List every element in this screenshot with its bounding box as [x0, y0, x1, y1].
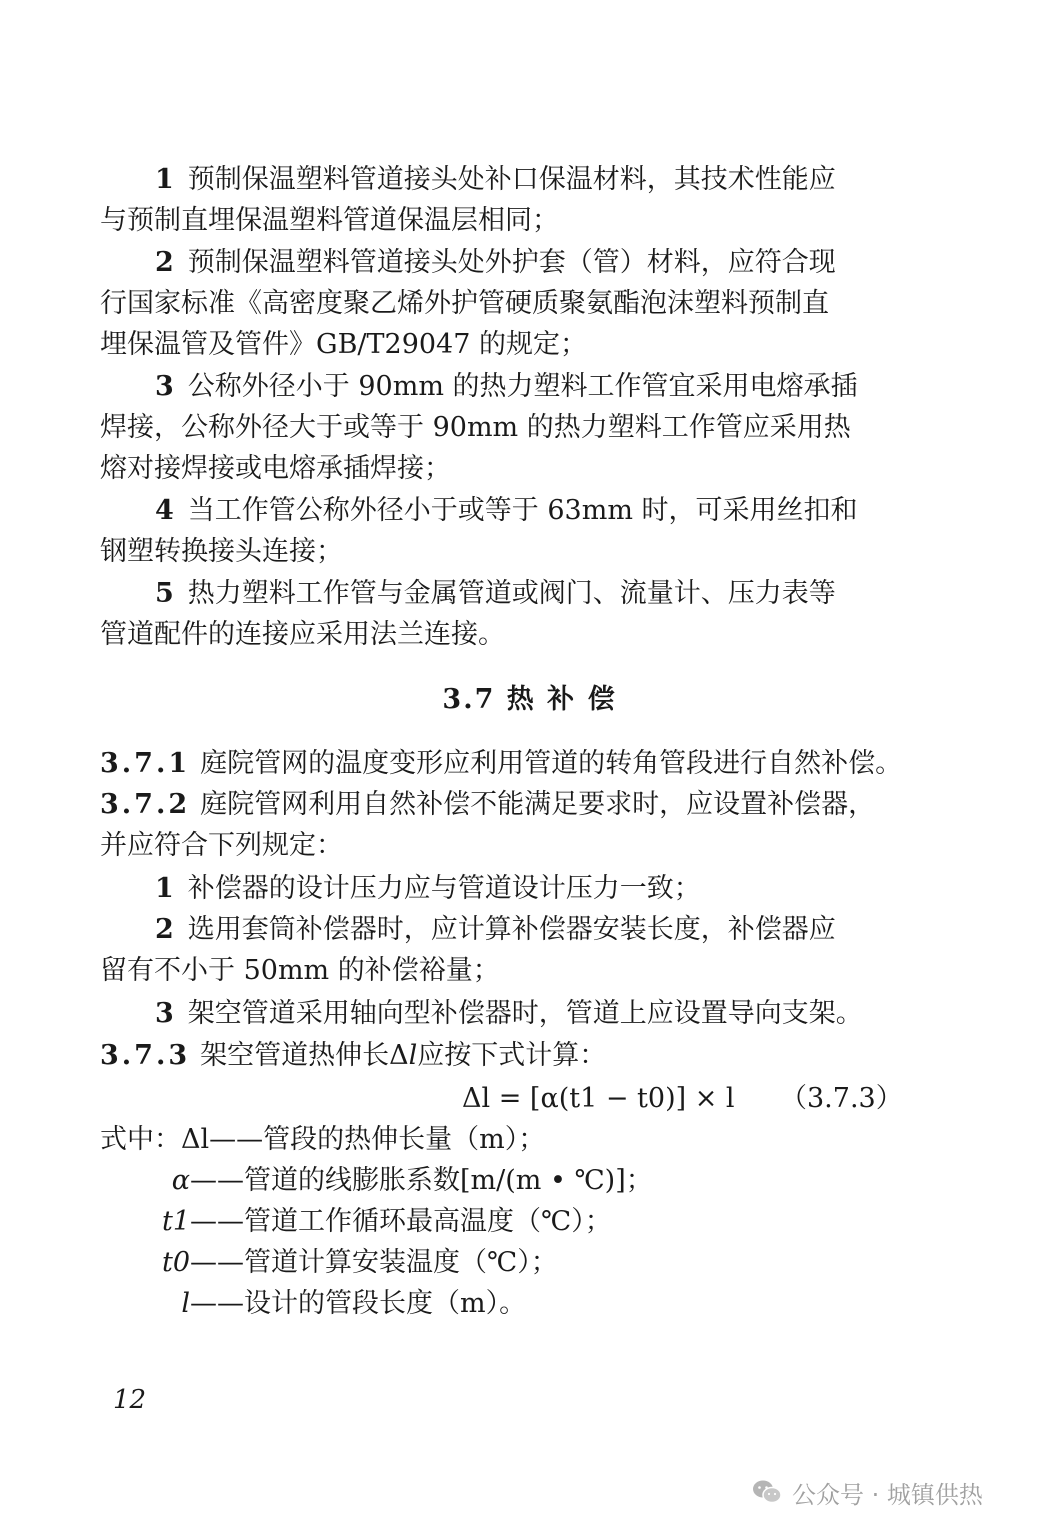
- item-number: 3: [155, 998, 174, 1029]
- item-number: 5: [155, 578, 174, 609]
- formula: Δl = [α(t1 − t0)] × l: [462, 1083, 735, 1114]
- clause-text: 应按下式计算：: [417, 1040, 607, 1071]
- where-desc: ——管道的线膨胀系数[m/(m • ℃)]；: [190, 1165, 653, 1196]
- clause-variable: l: [408, 1040, 418, 1071]
- item-number: 1: [155, 873, 174, 904]
- clause-text: 庭院管网的温度变形应利用管道的转角管段进行自然补偿。: [200, 748, 903, 779]
- item-number: 3: [155, 371, 174, 402]
- list-item-line: [155, 869, 955, 909]
- where-desc: ——设计的管段长度（m）。: [190, 1288, 527, 1319]
- clause-3-7-2: [100, 785, 900, 825]
- item-text: 公称外径小于 90mm 的热力塑料工作管宜采用电熔承插: [187, 371, 858, 402]
- where-symbol: t0: [161, 1247, 190, 1278]
- where-symbol: α: [171, 1165, 190, 1196]
- list-item-line: 留有不小于 50mm 的补偿裕量；: [100, 955, 500, 986]
- where-desc: ——管道计算安装温度（℃）；: [190, 1247, 558, 1278]
- list-item-line: 行国家标准《高密度聚乙烯外护管硬质聚氨酯泡沫塑料预制直: [100, 288, 829, 319]
- list-item-line: [155, 994, 915, 1034]
- clause-number: 3.7.1: [100, 748, 191, 779]
- wechat-icon: [752, 1479, 782, 1505]
- item-text: 预制保温塑料管道接头处补口保温材料，其技术性能应: [187, 164, 836, 195]
- section-heading: 3.7 热 补 偿: [442, 684, 617, 715]
- clause-line: 并应符合下列规定：: [100, 830, 343, 861]
- list-item-line: [155, 910, 955, 950]
- list-item-line: 熔对接焊接或电熔承插焊接；: [100, 453, 451, 484]
- clause-number: 3.7.2: [100, 789, 191, 820]
- list-item-line: 与预制直埋保温塑料管道保温层相同；: [100, 205, 559, 236]
- where-line: [110, 1284, 526, 1324]
- item-text: 选用套筒补偿器时，应计算补偿器安装长度，补偿器应: [187, 914, 836, 945]
- where-line: [110, 1243, 558, 1283]
- clause-number: 3.7.3: [100, 1040, 191, 1071]
- watermark: [752, 1472, 983, 1512]
- item-text: 补偿器的设计压力应与管道设计压力一致；: [187, 873, 701, 904]
- clause-3-7-1: [100, 744, 920, 784]
- where-line: [110, 1202, 612, 1242]
- item-number: 1: [155, 164, 174, 195]
- list-item-line: 管道配件的连接应采用法兰连接。: [100, 619, 505, 650]
- list-item-line: 钢塑转换接头连接；: [100, 536, 343, 567]
- list-item-line: [155, 160, 955, 200]
- item-text: 热力塑料工作管与金属管道或阀门、流量计、压力表等: [187, 578, 836, 609]
- item-text: 当工作管公称外径小于或等于 63mm 时，可采用丝扣和: [187, 495, 858, 526]
- list-item-line: [155, 243, 955, 283]
- clause-3-7-3: [100, 1036, 900, 1076]
- page-number: 12: [113, 1385, 147, 1415]
- list-item-line: [155, 574, 955, 614]
- list-item-line: [155, 367, 955, 407]
- where-line: [110, 1161, 653, 1201]
- item-number: 2: [155, 247, 174, 278]
- list-item-line: [155, 491, 955, 531]
- where-desc: ——管段的热伸长量（m）；: [209, 1124, 546, 1155]
- item-number: 4: [155, 495, 174, 526]
- item-number: 2: [155, 914, 174, 945]
- equation-number: （3.7.3）: [780, 1083, 903, 1114]
- clause-text: 架空管道热伸长Δ: [200, 1040, 409, 1071]
- where-desc: ——管道工作循环最高温度（℃）；: [190, 1206, 612, 1237]
- watermark-text: 公众号 · 城镇供热: [792, 1480, 983, 1509]
- item-text: 架空管道采用轴向型补偿器时，管道上应设置导向支架。: [187, 998, 863, 1029]
- clause-text: 庭院管网利用自然补偿不能满足要求时，应设置补偿器，: [200, 789, 876, 820]
- item-text: 预制保温塑料管道接头处外护套（管）材料，应符合现: [187, 247, 836, 278]
- where-symbol: Δl: [181, 1124, 210, 1155]
- list-item-line: 埋保温管及管件》GB/T29047 的规定；: [100, 329, 587, 360]
- where-symbol: l: [181, 1288, 190, 1319]
- list-item-line: 焊接，公称外径大于或等于 90mm 的热力塑料工作管应采用热: [100, 412, 851, 443]
- where-line: [100, 1120, 545, 1160]
- where-prefix: 式中：: [100, 1124, 181, 1155]
- where-symbol: t1: [161, 1206, 190, 1237]
